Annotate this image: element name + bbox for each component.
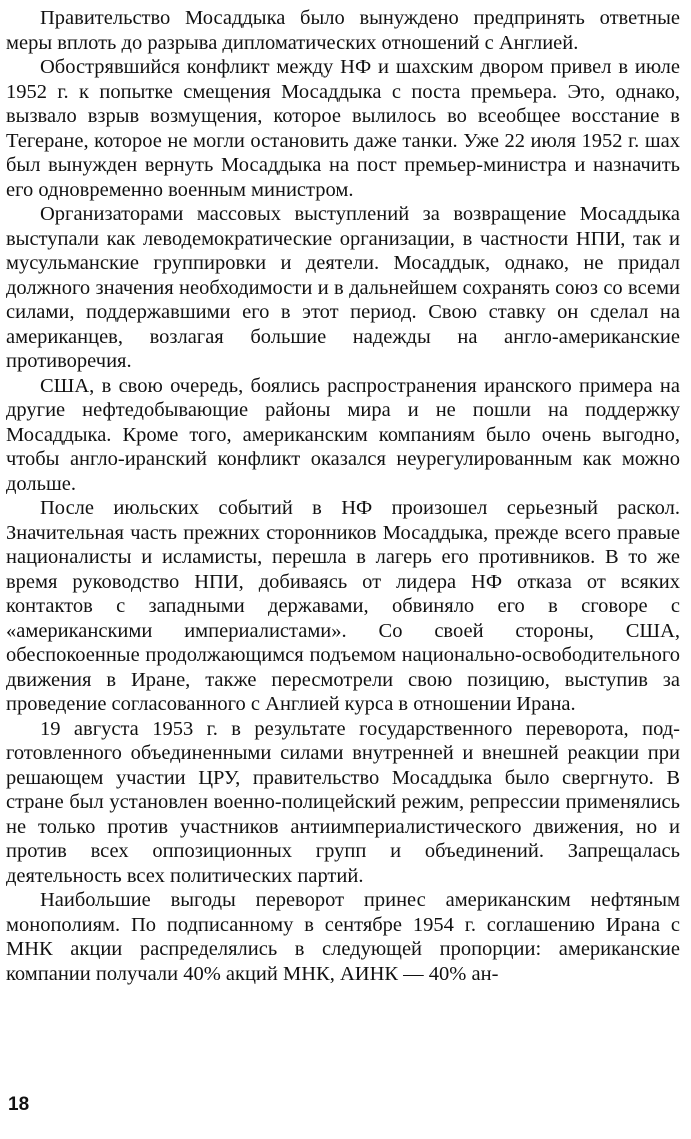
body-text <box>6 6 680 986</box>
paragraph-2: Обострявшийся конфликт между НФ и шахским двором привел в июле 1952 г. к попытке смещения Мосаддыка с поста премьера. Это, однако, вызвало взрыв возмущения, которое вылилось во всеобщее восстание в Тегеране, которое не могли остановить даже танки. Уже 22 июля 1952 г. шах был вынужден вернуть Мосаддыка на пост премьер-министра и назначить его одновременно военным министром. <box>6 56 680 201</box>
paragraph-1: Правительство Мосаддыка было вынуждено предпринять ответные меры вплоть до разрыва дипломатических отношений с Англией. <box>6 7 680 54</box>
paragraph-5: После июльских событий в НФ произошел серьезный раскол. Значительная часть прежних сторонников Мосаддыка, прежде всего правые националисты и исламисты, перешла в лагерь его противников. В то же время руководство НПИ, добиваясь от лидера НФ отказа от всяких контактов с западными державами, обвиняло его в сговоре с «американскими империалистами». Со своей стороны, США, обеспокоенные продолжающимся подъемом национально-освободительного движения в Иране, также пересмотрели свою позицию, выступив за проведение согласованного с Англией курса в отношении Ирана. <box>6 497 680 715</box>
paragraph-4: США, в свою очередь, боялись распространения иранского примера на другие нефтедобывающие районы мира и не пошли на поддержку Мосаддыка. Кроме того, американским компаниям было очень выгодно, чтобы англо-иранский конфликт оказался неурегулированным как можно дольше. <box>6 374 680 495</box>
paragraph-3: Организаторами массовых выступлений за возвращение Мосаддыка выступали как леводемократические организации, в частности НПИ, так и мусульманские группировки и деятели. Мосаддык, однако, не придал должного значения необходимости и в дальнейшем сохранять союз со всеми силами, поддержавшими его в этот период. Свою ставку он сделал на американцев, возлагая большие надежды на англо-американские противоречия. <box>6 203 680 372</box>
paragraph-6: 19 августа 1953 г. в результате государственного переворота, подготовленного объединенными силами внутренней и внешней реакции при решающем участии ЦРУ, правительство Мосаддыка было свергнуто. В стране был установлен военно-полицейский режим, репрессии применялись не только против участников антиимпериалистического движения, но и против всех оппозиционных групп и объединений. Запрещалась деятельность всех политических партий. <box>6 717 680 887</box>
page-number: 18 <box>8 1094 30 1115</box>
paragraph-7: Наибольшие выгоды переворот принес американским нефтяным монополиям. По подписанному в сентябре 1954 г. соглашению Ирана с МНК акции распределялись в следующей пропорции: американские компании получали 40% акций МНК, АИНК — 40% ан- <box>6 889 680 985</box>
